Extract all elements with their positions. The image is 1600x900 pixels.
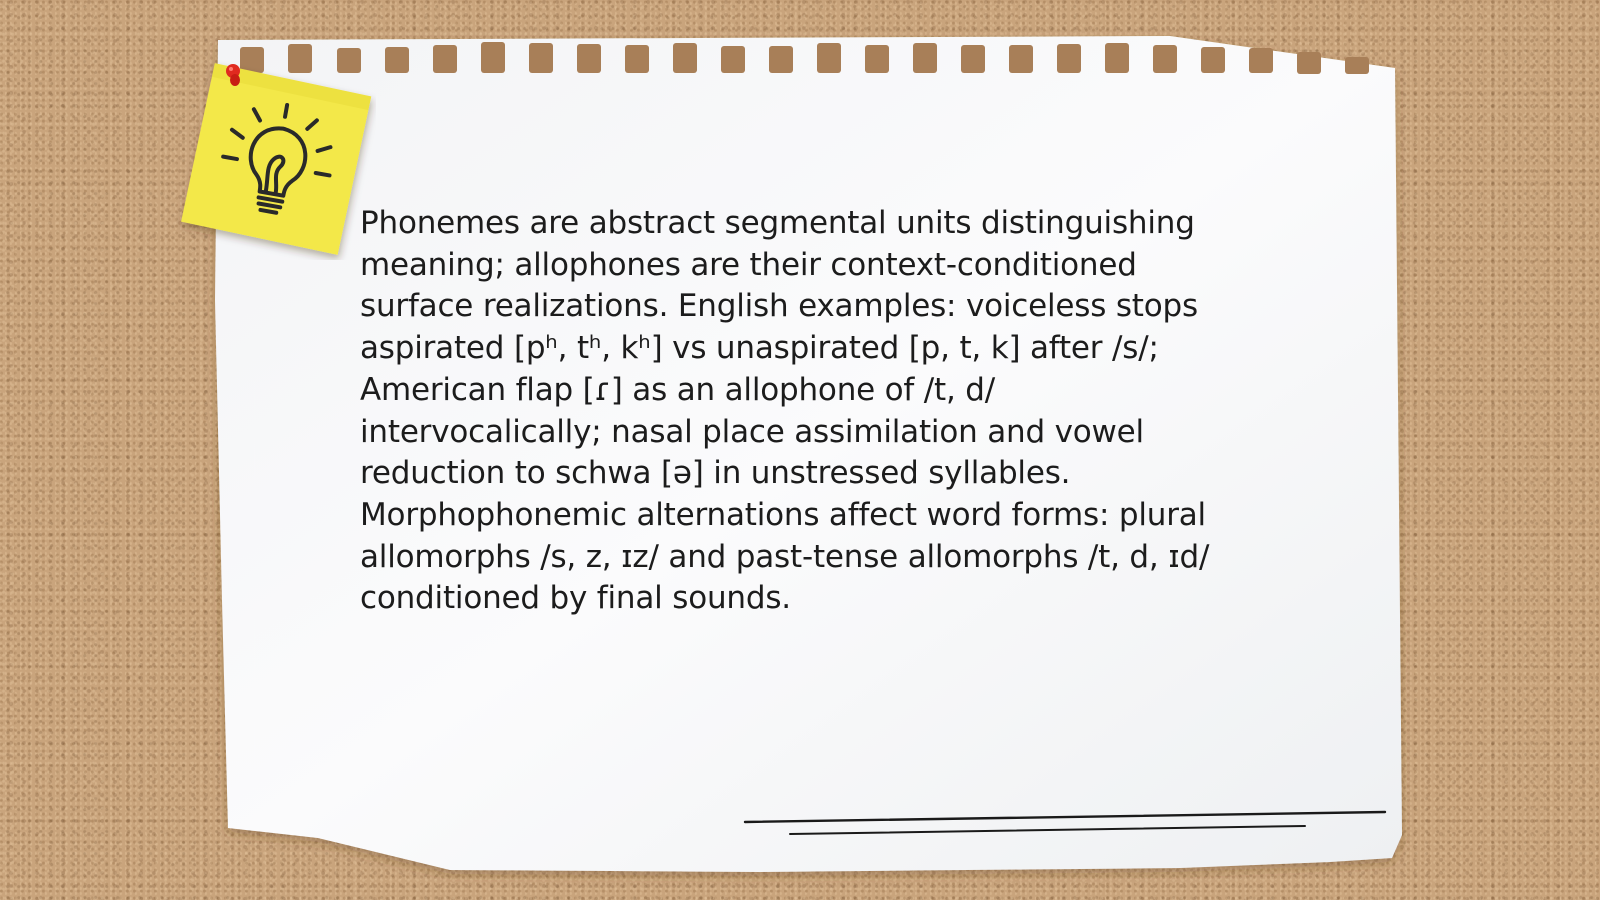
body-text: Phonemes are abstract segmental units distinguishing meaning; allophones are their context-conditioned surface realizations. English examples: voiceless stops aspirated [pʰ, tʰ, kʰ] vs unaspirated [p, t, k] after /s/; American flap [ɾ] as an allophone of /t, d/ intervocalically; nasal place assimilation and vowel reduction to schwa [ə] in unstressed syllables. Morphophonemic alternations affect word forms: plural allomorphs /s, z, ɪz/ and past-tense allomorphs /t, d, ɪd/ conditioned by final sounds. bbox=[360, 205, 1210, 617]
sticky-note bbox=[176, 60, 376, 260]
